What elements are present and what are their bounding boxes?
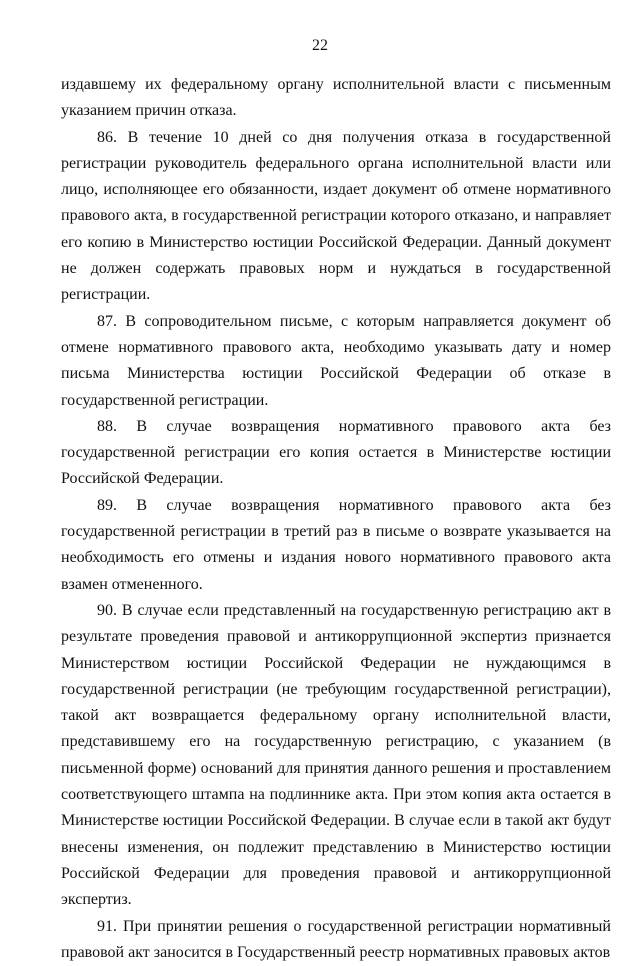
page-number: 22: [0, 36, 640, 56]
paragraph-91: 91. При принятии решения о государственной регистрации нормативный правовой акт заносится в Государственный реестр нормативных правовых актов: [61, 914, 611, 966]
document-body: [61, 72, 611, 966]
paragraph-88: 88. В случае возвращения нормативного правового акта без государственной регистрации его копия остается в Министерстве юстиции Российской Федерации.: [61, 414, 611, 493]
paragraph-87: 87. В сопроводительном письме, с которым направляется документ об отмене нормативного правового акта, необходимо указывать дату и номер письма Министерства юстиции Российской Федерации об отказе в государственной регистрации.: [61, 309, 611, 414]
paragraph-90: 90. В случае если представленный на государственную регистрацию акт в результате проведения правовой и антикоррупционной экспертиз признается Министерством юстиции Российской Федерации не нуждающимся в государственной регистрации (не требующим государственной регистрации), такой акт возвращается федеральному органу исполнительной власти, представившему его на государственную регистрацию, с указанием (в письменной форме) оснований для принятия данного решения и проставлением соответствующего штампа на подлиннике акта. При этом копия акта остается в Министерстве юстиции Российской Федерации. В случае если в такой акт будут внесены изменения, он подлежит представлению в Министерство юстиции Российской Федерации для проведения правовой и антикоррупционной экспертиз.: [61, 598, 611, 914]
paragraph-89: 89. В случае возвращения нормативного правового акта без государственной регистрации в третий раз в письме о возврате указывается на необходимость его отмены и издания нового нормативного правового акта взамен отмененного.: [61, 493, 611, 598]
paragraph-continuation: издавшему их федеральному органу исполнительной власти с письменным указанием причин отказа.: [61, 72, 611, 125]
paragraph-86: 86. В течение 10 дней со дня получения отказа в государственной регистрации руководитель федерального органа исполнительной власти или лицо, исполняющее его обязанности, издает документ об отмене нормативного правового акта, в государственной регистрации которого отказано, и направляет его копию в Министерство юстиции Российской Федерации. Данный документ не должен содержать правовых норм и нуждаться в государственной регистрации.: [61, 125, 611, 309]
